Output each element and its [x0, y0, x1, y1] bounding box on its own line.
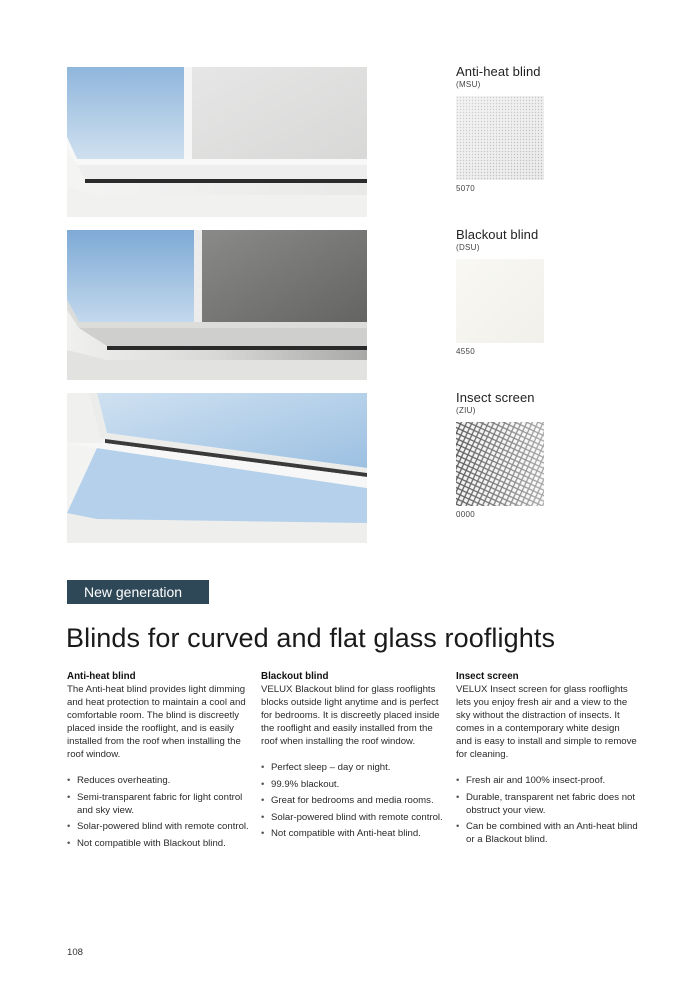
bullet-icon: • — [261, 828, 265, 839]
swatch-title: Blackout blind — [456, 227, 539, 242]
list-item: • Solar-powered blind with remote control. — [67, 821, 249, 832]
list-item: • Not compatible with Blackout blind. — [67, 837, 226, 849]
anti-heat-blind-photo — [67, 67, 367, 217]
blackout-blind-swatch — [456, 227, 656, 357]
bullet-icon: • — [261, 795, 265, 806]
bullet-icon: • — [261, 778, 265, 790]
column-body: VELUX Blackout blind for glass rooflights blocks outside light anytime and is perfect for bedrooms. It is discreetly placed inside the rooflight and easily installed from the roof when installing the roof window. — [261, 684, 440, 747]
column-heading: Insect screen — [456, 671, 519, 682]
fabric-texture-image — [456, 259, 544, 343]
list-item: • Reduces overheating. — [67, 775, 171, 786]
bullet-icon: • — [67, 837, 71, 849]
swatch-number: 5070 — [456, 184, 475, 193]
fabric-texture-image — [456, 96, 544, 180]
list-item: • Durable, transparent net fabric does not obstruct your view. — [456, 791, 636, 816]
bullet-icon: • — [456, 821, 460, 832]
solar-battery-icon — [345, 237, 361, 253]
mesh-texture-image — [456, 422, 544, 506]
list-item: • 99.9% blackout. — [261, 778, 340, 790]
feature-list — [67, 774, 249, 850]
list-item: • Semi-transparent fabric for light control and sky view. — [67, 791, 243, 816]
feature-list — [456, 774, 638, 846]
bullet-icon: • — [67, 821, 71, 832]
swatch-code: (ZIU) — [456, 406, 476, 415]
bullet-icon: • — [261, 762, 265, 773]
column-heading: Blackout blind — [261, 671, 329, 682]
swatch-number: 0000 — [456, 510, 475, 519]
insect-screen-photo — [67, 393, 367, 543]
blackout-blind-column — [261, 670, 443, 844]
list-item: • Not compatible with Anti-heat blind. — [261, 828, 421, 839]
anti-heat-blind-swatch — [456, 64, 656, 194]
list-item: • Great for bedrooms and media rooms. — [261, 795, 434, 806]
bullet-icon: • — [456, 791, 460, 803]
feature-list — [261, 761, 443, 840]
list-item: • Fresh air and 100% insect-proof. — [456, 775, 606, 786]
swatch-title: Insect screen — [456, 390, 535, 405]
bullet-icon: • — [67, 775, 71, 786]
swatch-title: Anti-heat blind — [456, 64, 541, 79]
list-item: • Can be combined with an Anti-heat blind or a Blackout blind. — [456, 821, 638, 845]
swatch-number: 4550 — [456, 347, 475, 356]
list-item: • Solar-powered blind with remote control. — [261, 811, 443, 823]
column-body: The Anti-heat blind provides light dimming and heat protection to maintain a cool and comfortable room. The blind is discreetly placed inside the rooflight, and is easily installed from the roof when installing the roof window. — [67, 684, 246, 760]
bullet-icon: • — [456, 775, 460, 786]
bullet-icon: • — [261, 811, 265, 823]
bullet-icon: • — [67, 791, 71, 803]
column-heading: Anti-heat blind — [67, 671, 136, 682]
swatch-code: (DSU) — [456, 243, 480, 252]
column-body: VELUX Insect screen for glass rooflights lets you enjoy fresh air and a view to the sky without the distraction of insects. It comes in a contemporary white design and is easy to install and simple to remove for cleaning. — [456, 684, 637, 760]
insect-screen-column — [456, 670, 638, 850]
page-number: 108 — [67, 947, 84, 958]
blackout-blind-photo — [67, 230, 367, 380]
insect-screen-swatch — [456, 390, 656, 520]
list-item: • Perfect sleep – day or night. — [261, 762, 391, 773]
new-generation-badge: New generation — [67, 580, 209, 604]
page-title: Blinds for curved and flat glass rooflights — [66, 623, 556, 653]
anti-heat-blind-column — [67, 670, 249, 853]
swatch-code: (MSU) — [456, 80, 481, 89]
solar-battery-icon — [345, 74, 361, 90]
